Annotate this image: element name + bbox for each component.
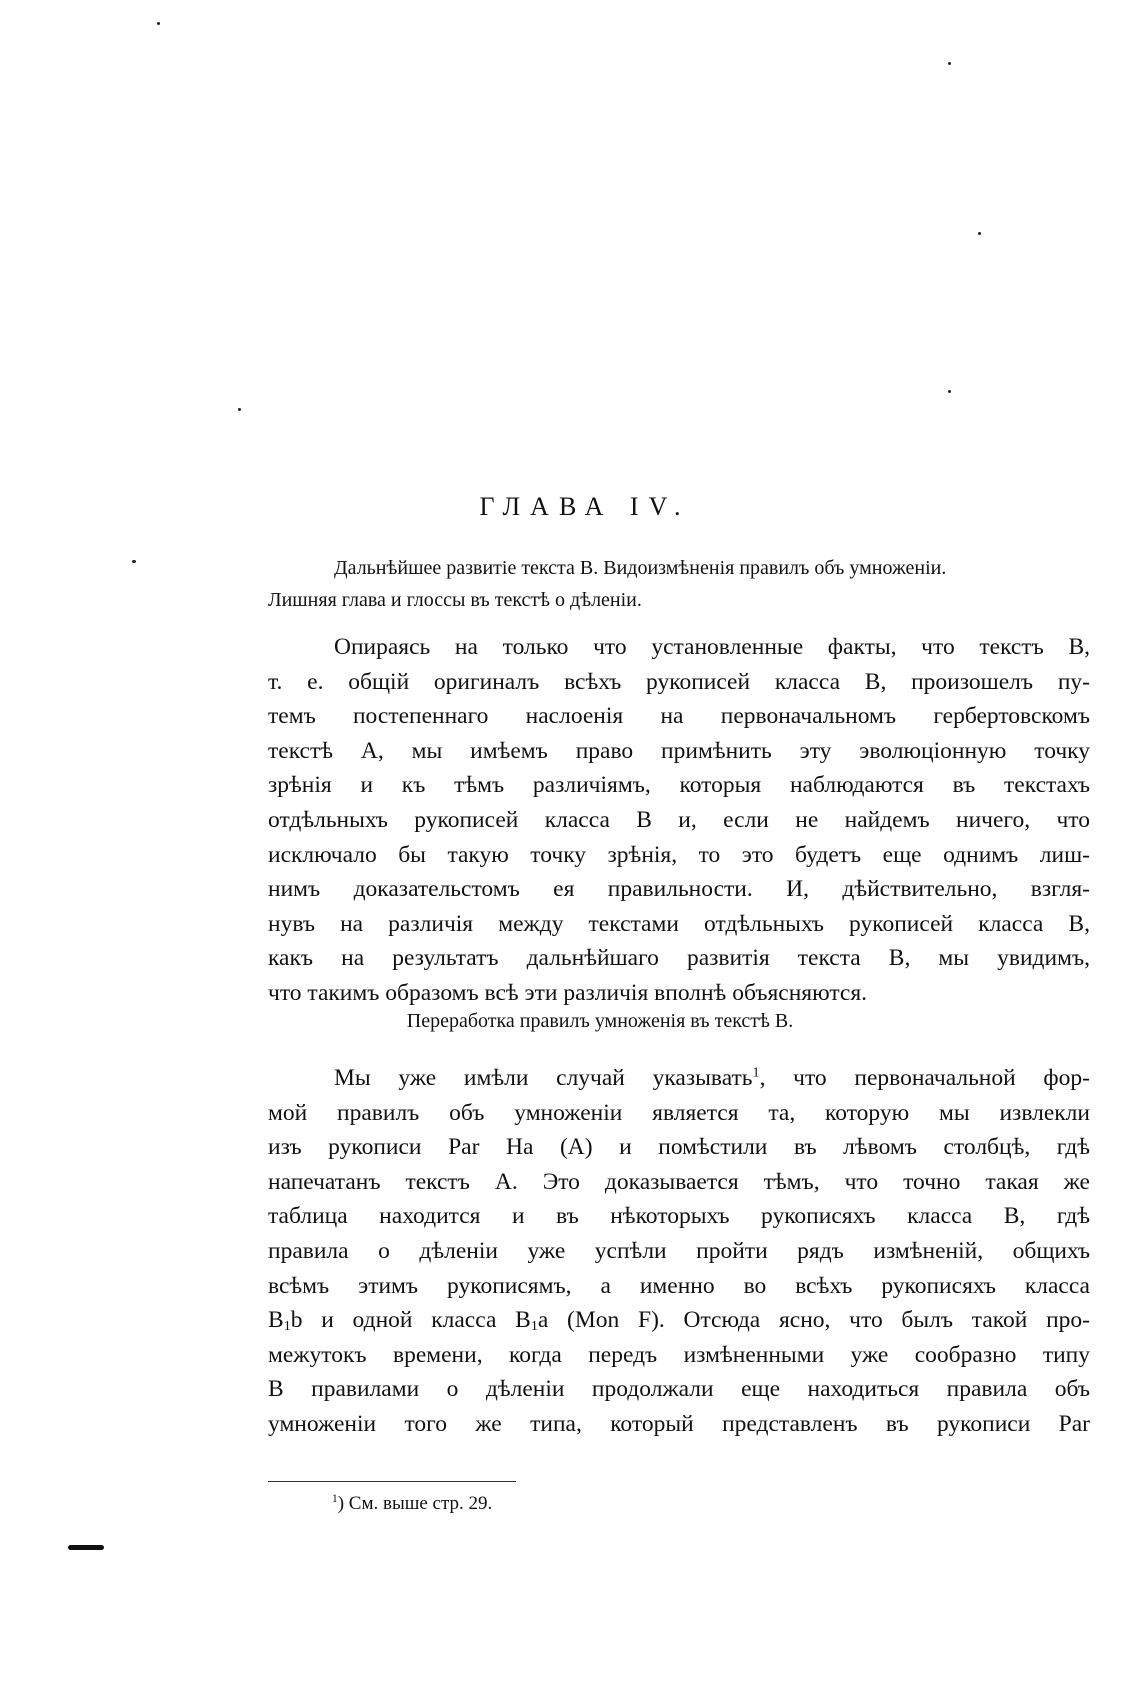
text-line: правила о дѣленіи уже успѣли пройти рядъ измѣненій, общихъ <box>268 1237 1090 1264</box>
text-line: какъ на результатъ дальнѣйшаго развитія текста В, мы увидимъ, <box>268 945 1090 972</box>
margin-ink-mark <box>68 1545 104 1550</box>
text-line: что такимъ образомъ всѣ эти различія вполнѣ объясняются. <box>268 979 868 1006</box>
text-line: изъ рукописи Par Ha (A) и помѣстили въ лѣвомъ столбцѣ, гдѣ <box>268 1134 1090 1161</box>
text-line <box>268 1303 1090 1338</box>
text-fragment: , что первоначальной фор- <box>759 1065 1090 1091</box>
text-line: напечатанъ текстъ А. Это доказывается тѣмъ, что точно такая же <box>268 1168 1090 1195</box>
section-heading: Переработка правилъ умноженія въ текстѣ В. <box>406 1010 794 1032</box>
text-line: зрѣнія и къ тѣмъ различіямъ, которыя наблюдаются въ текстахъ <box>268 772 1090 799</box>
text-line: нимъ доказательстомъ ея правильности. И, дѣйствительно, взгля- <box>268 876 1090 903</box>
text-line: межутокъ времени, когда передъ измѣненными уже сообразно типу <box>268 1341 1090 1368</box>
chapter-subtitle-line: Лишняя глава и глоссы въ текстѣ о дѣленіи. <box>268 589 642 611</box>
subscript: 1 <box>283 1317 291 1334</box>
text-line: текстѣ А, мы имѣемъ право примѣнить эту эволюціонную точку <box>268 737 1090 764</box>
footnote <box>332 1474 492 1513</box>
text-line: таблица находится и въ нѣкоторыхъ рукописяхъ класса В, гдѣ <box>268 1203 1090 1230</box>
text-fragment: B <box>268 1307 284 1334</box>
text-line: отдѣльныхъ рукописей класса В и, если не найдемъ ничего, что <box>268 806 1090 833</box>
text-line: Опираясь на только что установленные факты, что текстъ В, <box>334 634 1090 660</box>
scan-speck <box>157 22 160 25</box>
scan-speck <box>948 62 951 65</box>
subscript: 1 <box>530 1317 538 1334</box>
text-fragment: a (Mon F). Отсюда ясно, что былъ такой про- <box>537 1307 1090 1334</box>
text-line: т. е. общій оригиналъ всѣхъ рукописей класса В, произошелъ пу- <box>268 668 1090 695</box>
text-line: всѣмъ этимъ рукописямъ, а именно во всѣхъ рукописяхъ класса <box>268 1272 1090 1299</box>
chapter-title: ГЛАВА IV. <box>479 492 691 521</box>
text-line: умноженіи того же типа, который представленъ въ рукописи Par <box>268 1410 1090 1437</box>
footnote-mark: 1 <box>332 1493 338 1506</box>
chapter-subtitle <box>268 552 1098 616</box>
text-line <box>268 1061 1090 1096</box>
footnote-reference: 1 <box>752 1064 760 1081</box>
scan-speck <box>238 408 241 411</box>
footnote-text: ) См. выше стр. 29. <box>337 1493 493 1514</box>
scan-speck <box>978 232 981 235</box>
text-fragment: b и одной класса B <box>290 1307 531 1334</box>
text-line: В правилами о дѣленіи продолжали еще находиться правила объ <box>268 1376 1090 1403</box>
chapter-subtitle-line: Дальнѣйшее развитіе текста В. Видоизмѣненія правилъ объ умноженіи. <box>334 557 947 579</box>
text-line: мой правилъ объ умноженіи является та, которую мы извлекли <box>268 1099 1090 1126</box>
paragraph-2 <box>268 1061 1090 1442</box>
paragraph-1 <box>268 630 1090 1011</box>
text-line: исключало бы такую точку зрѣнія, то это будетъ еще однимъ лиш- <box>268 841 1090 868</box>
text-fragment: Мы уже имѣли случай указывать <box>334 1065 753 1091</box>
scan-speck <box>948 390 951 393</box>
scan-speck <box>132 560 136 563</box>
text-line: темъ постепеннаго наслоенія на первоначальномъ гербертовскомъ <box>268 703 1090 730</box>
text-line: нувъ на различія между текстами отдѣльныхъ рукописей класса В, <box>268 910 1090 937</box>
